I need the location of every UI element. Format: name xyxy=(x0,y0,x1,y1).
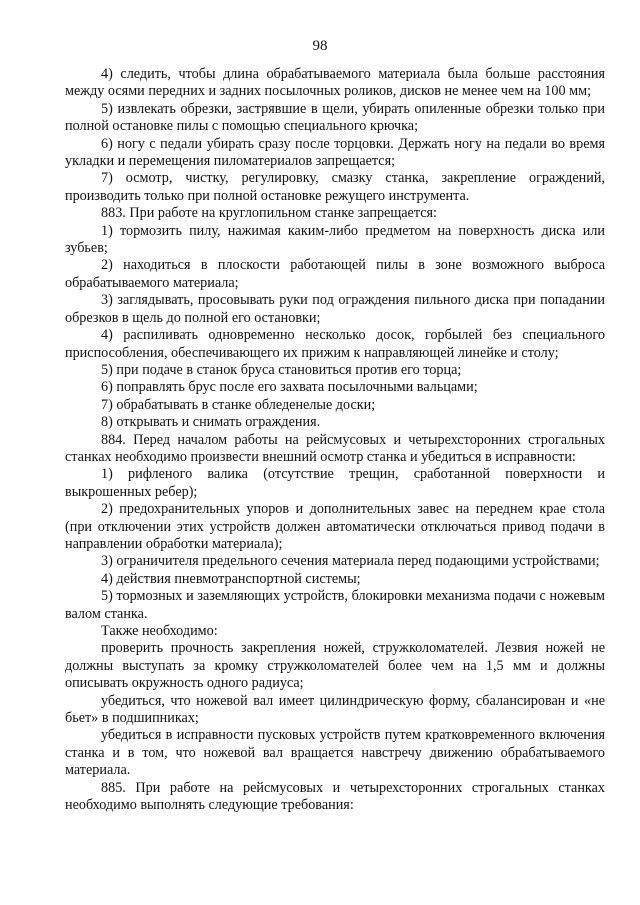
paragraph: 7) осмотр, чистку, регулировку, смазку станка, закрепление ограждений, производить только при полной остановке режущего инструмента. xyxy=(65,170,605,204)
page-number: 98 xyxy=(312,38,328,54)
paragraph: 2) находиться в плоскости работающей пилы в зоне возможного выброса обрабатываемого материала; xyxy=(65,257,605,291)
paragraph: 6) ногу с педали убирать сразу после торцовки. Держать ногу на педали во время укладки и перемещения пиломатериалов запрещается; xyxy=(65,135,605,170)
paragraph: 8) открывать и снимать ограждения. xyxy=(101,414,321,431)
paragraph: 7) обрабатывать в станке обледенелые доски; xyxy=(101,396,376,413)
paragraph: 3) ограничителя предельного сечения материала перед подающими устройствами; xyxy=(101,553,600,570)
paragraph: 4) следить, чтобы длина обрабатываемого материала была больше расстояния между осями передних и задних посылочных роликов, дисков не менее чем на 100 мм; xyxy=(65,66,605,100)
section-heading: 883. При работе на круглопильном станке запрещается: xyxy=(101,205,437,222)
paragraph: 4) действия пневмотранспортной системы; xyxy=(101,570,361,587)
paragraph: проверить прочность закрепления ножей, стружколомателей. Лезвия ножей не должны выступать за кромку стружколомателей более чем на 1,5 мм и должны описывать окружность одного радиуса; xyxy=(65,640,605,692)
paragraph: убедиться, что ножевой вал имеет цилиндрическую форму, сбалансирован и «не бьет» в подшипниках; xyxy=(65,692,605,727)
paragraph: 3) заглядывать, просовывать руки под ограждения пильного диска при попадании обрезков в щель до полной его остановки; xyxy=(65,292,605,326)
paragraph: 5) при подаче в станок бруса становиться против его торца; xyxy=(101,361,462,378)
section-heading: 885. При работе на рейсмусовых и четырехсторонних строгальных станках необходимо выполнять следующие требования: xyxy=(65,779,605,814)
paragraph: 5) извлекать обрезки, застрявшие в щели, убирать опиленные обрезки только при полной остановке пилы с помощью специального крючка; xyxy=(65,100,605,135)
document-body xyxy=(65,66,605,814)
paragraph: 2) предохранительных упоров и дополнительных завес на переднем крае стола (при отключении этих устройств должен автоматически отключаться привод подачи в направлении обработки материала); xyxy=(65,501,605,552)
paragraph: 6) поправлять брус после его захвата посылочными вальцами; xyxy=(101,379,478,396)
paragraph: 1) рифленого валика (отсутствие трещин, сработанной поверхности и выкрошенных ребер); xyxy=(65,466,605,500)
paragraph: убедиться в исправности пусковых устройств путем кратковременного включения станка и в том, что ножевой вал вращается навстречу движению обрабатываемого материала. xyxy=(65,727,605,779)
paragraph: 5) тормозных и заземляющих устройств, блокировки механизма подачи с ножевым валом станка. xyxy=(65,588,605,622)
section-heading: 884. Перед началом работы на рейсмусовых и четырехсторонних строгальных станках необходимо произвести внешний осмотр станка и убедиться в исправности: xyxy=(65,431,605,465)
paragraph: Также необходимо: xyxy=(101,623,218,639)
paragraph: 4) распиливать одновременно несколько досок, горбылей без специального приспособления, обеспечивающего их прижим к направляющей линейке и столу; xyxy=(65,327,605,361)
paragraph: 1) тормозить пилу, нажимая каким-либо предметом на поверхность диска или зубьев; xyxy=(65,222,605,257)
